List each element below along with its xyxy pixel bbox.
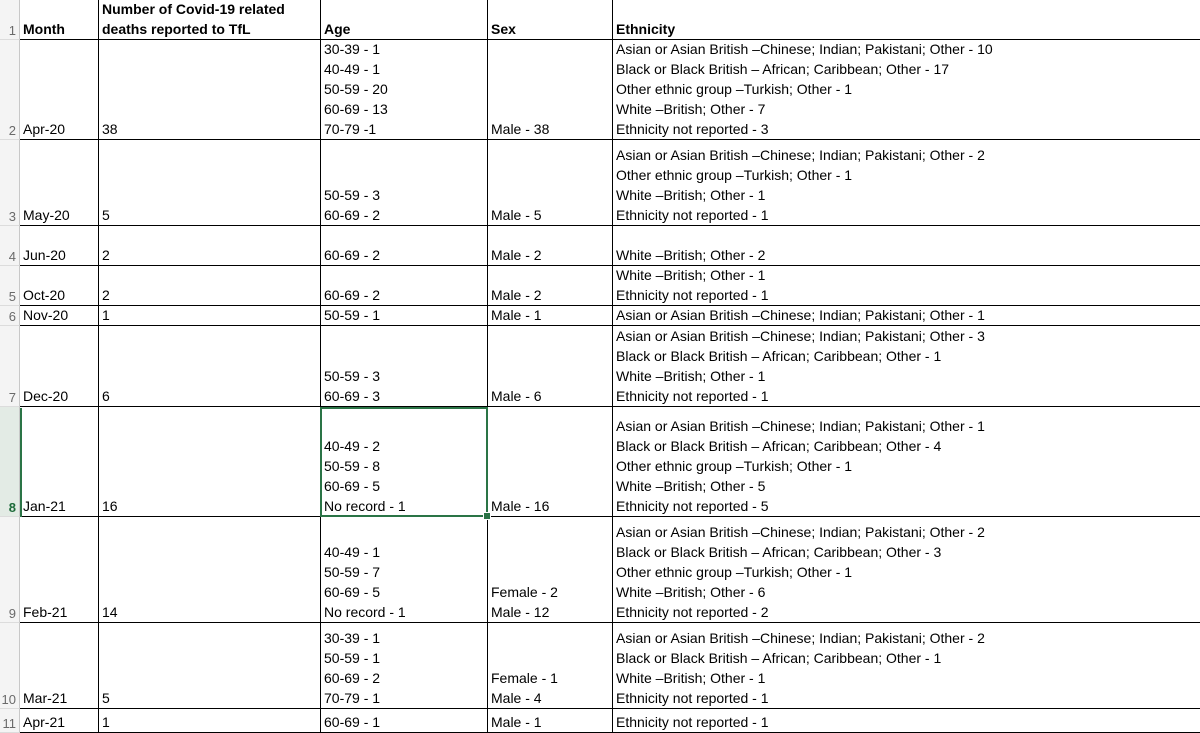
cell-line: 60-69 - 1 xyxy=(324,714,381,730)
cell-value: Mar-21 xyxy=(23,690,68,706)
cell-value: 2 xyxy=(102,247,110,263)
table-row xyxy=(0,306,1200,326)
cell-ethnicity[interactable] xyxy=(613,40,1200,140)
header-cell-deaths[interactable] xyxy=(99,0,321,40)
cell-line: Black or Black British – African; Caribbean; Other - 4 xyxy=(616,438,942,454)
cell-line: 60-69 - 5 xyxy=(324,478,381,494)
cell-line: 60-69 - 5 xyxy=(324,584,381,600)
cell-value: 14 xyxy=(102,604,118,620)
cell-value: Dec-20 xyxy=(23,388,69,404)
cell-value: 5 xyxy=(102,207,110,223)
header-text: Sex xyxy=(491,21,516,37)
cell-line: Other ethnic group –Turkish; Other - 1 xyxy=(616,564,853,580)
header-text: Month xyxy=(23,21,65,37)
cell-line: Male - 1 xyxy=(491,714,542,730)
row-header[interactable]: 7 xyxy=(0,326,20,407)
cell-line: Asian or Asian British –Chinese; Indian; Pakistani; Other - 2 xyxy=(616,524,985,540)
table-row xyxy=(0,517,1200,623)
row-header[interactable]: 4 xyxy=(0,226,20,266)
cell-line: White –British; Other - 1 xyxy=(616,187,766,203)
row-header[interactable]: 3 xyxy=(0,140,20,226)
cell-line: Ethnicity not reported - 1 xyxy=(616,287,769,303)
row-header[interactable]: 11 xyxy=(0,709,20,733)
cell-line: Ethnicity not reported - 1 xyxy=(616,388,769,404)
cell-line: Black or Black British – African; Caribbean; Other - 1 xyxy=(616,348,942,364)
cell-value: 38 xyxy=(102,121,118,137)
cell-age[interactable] xyxy=(321,40,488,140)
cell-line: 50-59 - 8 xyxy=(324,458,381,474)
cell-sex[interactable] xyxy=(488,407,613,517)
cell-line: Asian or Asian British –Chinese; Indian; Pakistani; Other - 3 xyxy=(616,328,985,344)
cell-value: Apr-21 xyxy=(23,714,66,730)
cell-line: Asian or Asian British –Chinese; Indian; Pakistani; Other - 10 xyxy=(616,41,993,57)
cell-deaths[interactable] xyxy=(99,326,321,407)
table-row xyxy=(0,226,1200,266)
cell-deaths[interactable] xyxy=(99,709,321,733)
cell-line: 50-59 - 1 xyxy=(324,307,381,323)
cell-value: 2 xyxy=(102,287,110,303)
cell-month[interactable] xyxy=(20,140,99,226)
cell-line: 60-69 - 2 xyxy=(324,670,381,686)
cell-line: Male - 4 xyxy=(491,690,542,706)
cell-line: Male - 38 xyxy=(491,121,550,137)
header-text: Number of Covid-19 related xyxy=(102,1,285,17)
cell-age[interactable] xyxy=(321,266,488,306)
cell-deaths[interactable] xyxy=(99,226,321,266)
cell-sex[interactable] xyxy=(488,306,613,326)
cell-line: 60-69 - 13 xyxy=(324,101,388,117)
cell-deaths[interactable] xyxy=(99,306,321,326)
cell-line: Ethnicity not reported - 1 xyxy=(616,690,769,706)
row-header[interactable]: 2 xyxy=(0,40,20,140)
cell-sex[interactable] xyxy=(488,517,613,623)
cell-value: Nov-20 xyxy=(23,307,69,323)
cell-value: 1 xyxy=(102,307,110,323)
cell-ethnicity[interactable] xyxy=(613,326,1200,407)
cell-line: Female - 1 xyxy=(491,670,558,686)
table-row xyxy=(0,40,1200,140)
cell-value: 16 xyxy=(102,498,118,514)
table-row xyxy=(0,326,1200,407)
cell-line: Asian or Asian British –Chinese; Indian; Pakistani; Other - 2 xyxy=(616,147,985,163)
row-header[interactable]: 6 xyxy=(0,306,20,326)
cell-line: 40-49 - 2 xyxy=(324,438,381,454)
cell-line: 50-59 - 1 xyxy=(324,650,381,666)
cell-sex[interactable] xyxy=(488,623,613,709)
row-header[interactable]: 5 xyxy=(0,266,20,306)
cell-month[interactable] xyxy=(20,623,99,709)
cell-age[interactable] xyxy=(321,326,488,407)
cell-line: 50-59 - 3 xyxy=(324,187,381,203)
cell-line: 40-49 - 1 xyxy=(324,61,381,77)
cell-age[interactable] xyxy=(321,517,488,623)
cell-line: No record - 1 xyxy=(324,498,406,514)
cell-sex[interactable] xyxy=(488,709,613,733)
header-cell-month[interactable] xyxy=(20,0,99,40)
cell-line: White –British; Other - 1 xyxy=(616,368,766,384)
cell-line: 30-39 - 1 xyxy=(324,630,381,646)
cell-ethnicity[interactable] xyxy=(613,266,1200,306)
cell-age[interactable] xyxy=(321,140,488,226)
cell-age[interactable] xyxy=(321,306,488,326)
cell-line: Ethnicity not reported - 2 xyxy=(616,604,769,620)
cell-line: Other ethnic group –Turkish; Other - 1 xyxy=(616,167,853,183)
cell-value: 1 xyxy=(102,714,110,730)
cell-age[interactable] xyxy=(321,226,488,266)
cell-value: Feb-21 xyxy=(23,604,68,620)
cell-line: Black or Black British – African; Caribbean; Other - 1 xyxy=(616,650,942,666)
table-row xyxy=(0,140,1200,226)
cell-ethnicity[interactable] xyxy=(613,517,1200,623)
cell-line: Ethnicity not reported - 1 xyxy=(616,714,769,730)
table-row xyxy=(0,709,1200,733)
header-text: Ethnicity xyxy=(616,21,676,37)
cell-sex[interactable] xyxy=(488,266,613,306)
cell-ethnicity[interactable] xyxy=(613,407,1200,517)
row-header[interactable]: 8 xyxy=(0,407,20,517)
table-row xyxy=(0,266,1200,306)
header-cell-sex[interactable] xyxy=(488,0,613,40)
cell-deaths[interactable] xyxy=(99,517,321,623)
cell-line: No record - 1 xyxy=(324,604,406,620)
cell-line: Black or Black British – African; Caribbean; Other - 17 xyxy=(616,61,950,77)
cell-month[interactable] xyxy=(20,326,99,407)
table-row xyxy=(0,407,1200,517)
cell-ethnicity[interactable] xyxy=(613,709,1200,733)
cell-line: 50-59 - 20 xyxy=(324,81,388,97)
cell-line: Ethnicity not reported - 1 xyxy=(616,207,769,223)
row-header[interactable]: 9 xyxy=(0,517,20,623)
cell-line: White –British; Other - 1 xyxy=(616,670,766,686)
fill-handle[interactable] xyxy=(483,512,491,520)
header-text: Age xyxy=(324,21,351,37)
cell-line: Male - 6 xyxy=(491,388,542,404)
cell-line: 50-59 - 3 xyxy=(324,368,381,384)
cell-line: White –British; Other - 1 xyxy=(616,267,766,283)
table-row xyxy=(0,623,1200,709)
cell-line: Ethnicity not reported - 5 xyxy=(616,498,769,514)
cell-line: 50-59 - 7 xyxy=(324,564,381,580)
cell-line: Male - 12 xyxy=(491,604,550,620)
cell-value: 6 xyxy=(102,388,110,404)
cell-month[interactable] xyxy=(20,266,99,306)
cell-value: Apr-20 xyxy=(23,121,66,137)
cell-sex[interactable] xyxy=(488,326,613,407)
cell-line: Asian or Asian British –Chinese; Indian; Pakistani; Other - 1 xyxy=(616,418,985,434)
header-row xyxy=(0,0,1200,40)
cell-age[interactable] xyxy=(321,623,488,709)
header-text: deaths reported to TfL xyxy=(102,21,251,37)
cell-line: 60-69 - 2 xyxy=(324,207,381,223)
cell-line: 60-69 - 3 xyxy=(324,388,381,404)
cell-age[interactable] xyxy=(321,407,488,517)
cell-line: Male - 16 xyxy=(491,498,550,514)
cell-value: Jun-20 xyxy=(23,247,66,263)
cell-ethnicity[interactable] xyxy=(613,306,1200,326)
cell-month[interactable] xyxy=(20,709,99,733)
cell-month[interactable] xyxy=(20,226,99,266)
cell-line: Other ethnic group –Turkish; Other - 1 xyxy=(616,458,853,474)
cell-deaths[interactable] xyxy=(99,40,321,140)
cell-line: 70-79 - 1 xyxy=(324,690,381,706)
cell-deaths[interactable] xyxy=(99,407,321,517)
cell-deaths[interactable] xyxy=(99,623,321,709)
cell-line: Ethnicity not reported - 3 xyxy=(616,121,769,137)
cell-line: Male - 1 xyxy=(491,307,542,323)
cell-line: 60-69 - 2 xyxy=(324,287,381,303)
cell-month[interactable] xyxy=(20,40,99,140)
cell-sex[interactable] xyxy=(488,40,613,140)
cell-month[interactable] xyxy=(20,517,99,623)
cell-line: White –British; Other - 5 xyxy=(616,478,766,494)
cell-line: White –British; Other - 6 xyxy=(616,584,766,600)
cell-line: Asian or Asian British –Chinese; Indian; Pakistani; Other - 2 xyxy=(616,630,985,646)
row-header[interactable]: 1 xyxy=(0,0,20,40)
cell-line: 70-79 -1 xyxy=(324,121,377,137)
cell-ethnicity[interactable] xyxy=(613,623,1200,709)
cell-value: 5 xyxy=(102,690,110,706)
cell-sex[interactable] xyxy=(488,140,613,226)
row-selection-indicator xyxy=(20,408,22,517)
cell-line: Black or Black British – African; Caribbean; Other - 3 xyxy=(616,544,942,560)
cell-line: 40-49 - 1 xyxy=(324,544,381,560)
header-cell-age[interactable] xyxy=(321,0,488,40)
cell-line: Female - 2 xyxy=(491,584,558,600)
cell-line: Male - 2 xyxy=(491,287,542,303)
cell-ethnicity[interactable] xyxy=(613,226,1200,266)
cell-line: White –British; Other - 7 xyxy=(616,101,766,117)
cell-line: 60-69 - 2 xyxy=(324,247,381,263)
cell-value: May-20 xyxy=(23,207,70,223)
cell-line: White –British; Other - 2 xyxy=(616,247,766,263)
cell-line: Male - 5 xyxy=(491,207,542,223)
cell-value: Jan-21 xyxy=(23,498,66,514)
cell-deaths[interactable] xyxy=(99,266,321,306)
cell-line: Male - 2 xyxy=(491,247,542,263)
cell-line: Asian or Asian British –Chinese; Indian; Pakistani; Other - 1 xyxy=(616,307,985,323)
cell-ethnicity[interactable] xyxy=(613,140,1200,226)
row-header[interactable]: 10 xyxy=(0,623,20,709)
cell-month[interactable] xyxy=(20,306,99,326)
cell-sex[interactable] xyxy=(488,226,613,266)
cell-age[interactable] xyxy=(321,709,488,733)
header-cell-ethnicity[interactable] xyxy=(613,0,1200,40)
cell-line: 30-39 - 1 xyxy=(324,41,381,57)
cell-value: Oct-20 xyxy=(23,287,66,303)
cell-month[interactable] xyxy=(20,407,99,517)
cell-line: Other ethnic group –Turkish; Other - 1 xyxy=(616,81,853,97)
cell-deaths[interactable] xyxy=(99,140,321,226)
